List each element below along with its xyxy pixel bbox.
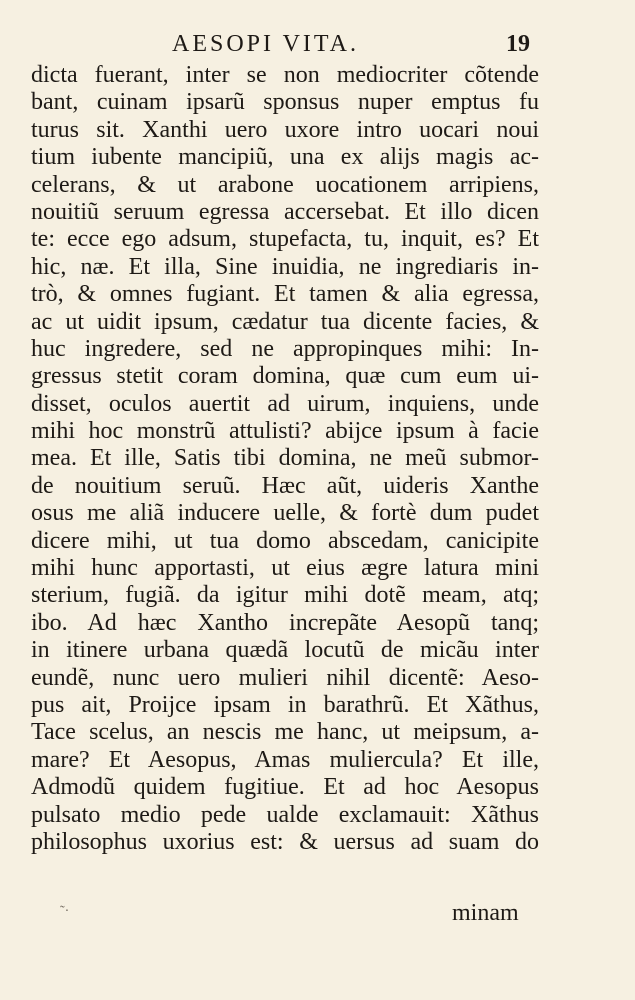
text-line: sterium, fugiã. da igitur mihi dotẽ meam, atq; bbox=[31, 582, 539, 609]
text-line: de nouitium seruũ. Hæc aũt, uideris Xanthe bbox=[31, 472, 539, 499]
text-line: ac ut uidit ipsum, cædatur tua dicente facies, & bbox=[31, 308, 539, 335]
text-line: trò, & omnes fugiant. Et tamen & alia egressa, bbox=[31, 281, 539, 308]
text-line: dicere mihi, ut tua domo abscedam, canicipite bbox=[31, 527, 539, 554]
text-line: pulsato medio pede ualde exclamauit: Xãthus bbox=[31, 801, 539, 828]
text-line: philosophus uxorius est: & uersus ad suam do bbox=[31, 828, 539, 855]
text-line: mihi hunc apportasti, ut eius ægre latura mini bbox=[31, 555, 539, 582]
text-line: Admodũ quidem fugitiue. Et ad hoc Aesopus bbox=[31, 774, 539, 801]
text-line: disset, oculos auertit ad uirum, inquiens, unde bbox=[31, 390, 539, 417]
text-line: mare? Et Aesopus, Amas muliercula? Et ille, bbox=[31, 746, 539, 773]
text-line: bant, cuinam ipsarũ sponsus nuper emptus fu bbox=[31, 89, 539, 116]
text-line: turus sit. Xanthi uero uxore intro uocari noui bbox=[31, 116, 539, 143]
text-line: in itinere urbana quædã locutũ de micãu inter bbox=[31, 637, 539, 664]
catchword: minam bbox=[452, 900, 519, 926]
running-head: AESOPI VITA. bbox=[172, 31, 359, 57]
text-line: pus ait, Proijce ipsam in barathrũ. Et Xãthus, bbox=[31, 691, 539, 718]
text-line: gressus stetit coram domina, quæ cum eum ui- bbox=[31, 363, 539, 390]
text-line: celerans, & ut arabone uocationem arripiens, bbox=[31, 171, 539, 198]
page-number: 19 bbox=[506, 31, 530, 57]
text-block bbox=[31, 62, 539, 856]
text-line: mea. Et ille, Satis tibi domina, ne meũ submor- bbox=[31, 445, 539, 472]
footer-mark: ˜· bbox=[60, 904, 70, 919]
text-line: tium iubente mancipiũ, una ex alijs magis ac- bbox=[31, 144, 539, 171]
text-line: eundẽ, nunc uero mulieri nihil dicentẽ: Aeso- bbox=[31, 664, 539, 691]
page-header bbox=[0, 30, 635, 58]
text-line: osus me aliã inducere uelle, & fortè dum pudet bbox=[31, 500, 539, 527]
text-line: dicta fuerant, inter se non mediocriter cõtende bbox=[31, 62, 539, 88]
text-line: huc ingredere, sed ne appropinques mihi: In- bbox=[31, 335, 539, 362]
text-line: hic, næ. Et illa, Sine inuidia, ne ingrediaris in- bbox=[31, 253, 539, 280]
text-line: nouitiũ seruum egressa accersebat. Et illo dicen bbox=[31, 198, 539, 225]
text-line: mihi hoc monstrũ attulisti? abijce ipsum à facie bbox=[31, 418, 539, 445]
text-line: Tace scelus, an nescis me hanc, ut meipsum, a- bbox=[31, 719, 539, 746]
text-line: te: ecce ego adsum, stupefacta, tu, inquit, es? Et bbox=[31, 226, 539, 253]
text-line: ibo. Ad hæc Xantho increpãte Aesopũ tanq; bbox=[31, 609, 539, 636]
